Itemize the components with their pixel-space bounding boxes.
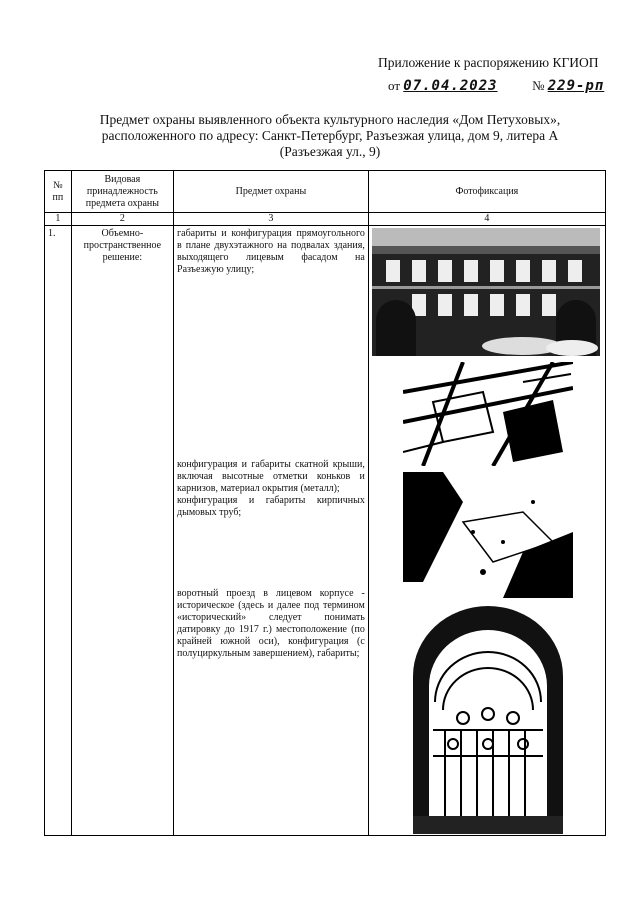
appendix-note: Приложение к распоряжению КГИОП <box>378 55 599 70</box>
order-date-prefix: от <box>388 78 401 93</box>
order-number-prefix: № <box>532 78 545 93</box>
protection-subject-table <box>44 170 606 836</box>
subject-item-2 <box>177 459 365 519</box>
facade-photo <box>372 228 600 356</box>
order-line <box>388 78 604 94</box>
title-line-1: Предмет охраны выявленного объекта культурного наследия «Дом Петуховых», <box>99 112 561 127</box>
header-photo: Фотофиксация <box>368 171 605 213</box>
col-number-4: 4 <box>368 213 605 226</box>
col-number-2: 2 <box>71 213 173 226</box>
row-photos <box>368 226 605 836</box>
row-subject <box>174 226 369 836</box>
row-type: Объемно-пространственное решение: <box>71 226 173 836</box>
col-number-3: 3 <box>174 213 369 226</box>
row-number: 1. <box>45 226 72 836</box>
subject-item-3: воротный проезд в лицевом корпусе - историческое (здесь и далее под термином «исторический» следует понимать датировку до 1917 г.) местоположение (по крайней южной оси), конфигурация (с полуциркульным завершением), габариты; <box>177 588 365 659</box>
subject-item-1: габариты и конфигурация прямоугольного в плане двухэтажного на подвалах здания, выходящего лицевым фасадом на Разъезжую улицу; <box>177 228 365 275</box>
order-date: 07.04.2023 <box>403 78 498 94</box>
header-type: Видовая принадлежность предмета охраны <box>71 171 173 213</box>
document-title <box>80 112 580 160</box>
order-number: 229-рп <box>547 78 605 94</box>
cadastral-map <box>403 362 573 466</box>
gate-photo <box>413 606 563 834</box>
roof-photo <box>403 472 573 598</box>
title-line-3: (Разъезжая ул., 9) <box>279 144 381 159</box>
subject-item-2b: конфигурация и габариты кирпичных дымовых труб; <box>177 495 365 518</box>
header-subject: Предмет охраны <box>174 171 369 213</box>
col-number-1: 1 <box>45 213 72 226</box>
subject-item-2a: конфигурация и габариты скатной крыши, включая высотные отметки коньков и карнизов, материал окрытия (металл); <box>177 459 365 494</box>
title-line-2: расположенного по адресу: Санкт-Петербург, Разъезжая улица, дом 9, литера А <box>101 128 559 143</box>
header-number: № пп <box>45 171 72 213</box>
